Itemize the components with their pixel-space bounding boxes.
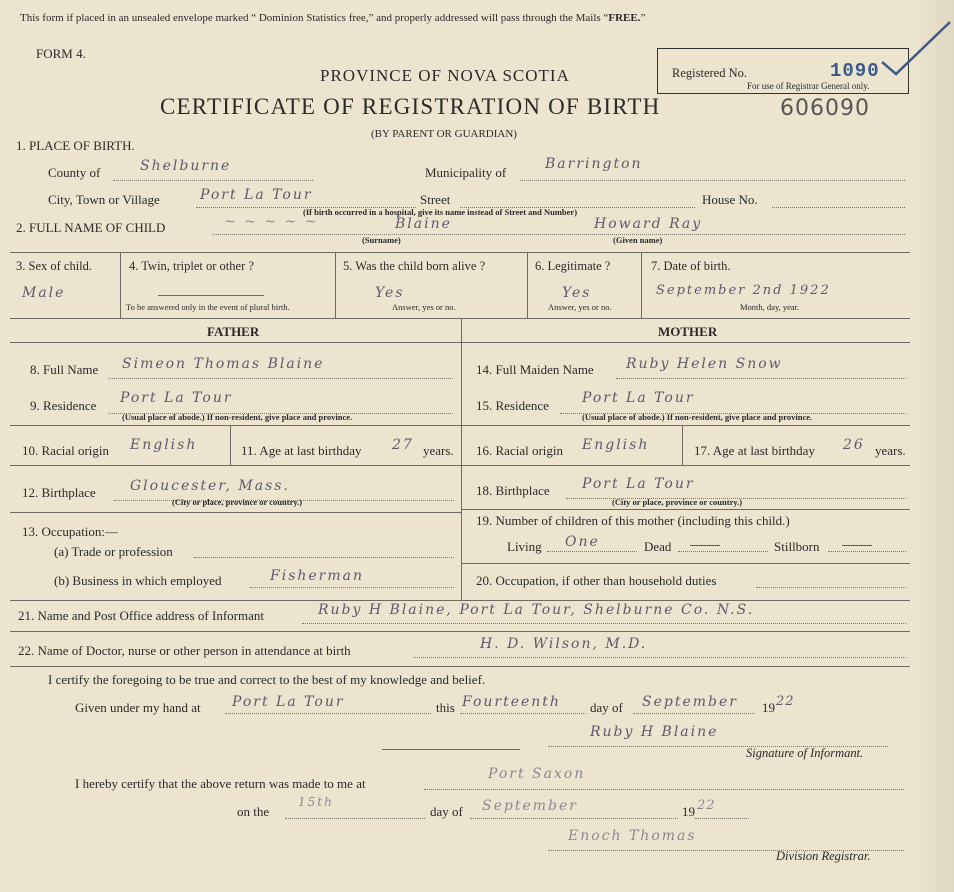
legitimate-value: Yes	[562, 285, 592, 301]
mailing-notice-text: This form if placed in an unsealed envelope marked “ Dominion Statistics free,” and properly addressed will pass through the Mails “	[20, 12, 609, 24]
dead-label: Dead	[644, 539, 672, 554]
date-note: Month, day, year.	[740, 302, 800, 312]
municipality-value: Barrington	[545, 156, 643, 172]
twin-label: 4. Twin, triplet or other ?	[129, 259, 254, 273]
handwritten-number: 606090	[780, 96, 870, 121]
mother-racial-label: 16. Racial origin	[476, 443, 564, 458]
registrar-note: For use of Registrar General only.	[747, 81, 870, 91]
alive-note: Answer, yes or no.	[392, 302, 456, 312]
father-name-value: Simeon Thomas Blaine	[122, 356, 325, 372]
living-value: One	[565, 534, 600, 550]
registrar-signature: Enoch Thomas	[568, 828, 697, 844]
child-name-label: 2. FULL NAME OF CHILD	[16, 220, 166, 235]
date-value: September 2nd 1922	[656, 283, 831, 298]
mailing-notice-free: FREE.	[608, 12, 641, 24]
children-label: 19. Number of children of this mother (including this child.)	[476, 513, 790, 528]
father-birthplace-value: Gloucester, Mass.	[130, 478, 290, 494]
mother-age-label: 17. Age at last birthday	[694, 443, 815, 458]
mother-age-value: 26	[843, 437, 865, 453]
father-residence-note: (Usual place of abode.) If non-resident, give place and province.	[122, 412, 353, 422]
year-value: 22	[776, 694, 795, 709]
mother-residence-label: 15. Residence	[476, 398, 549, 413]
living-label: Living	[507, 539, 542, 554]
mother-name-value: Ruby Helen Snow	[626, 356, 783, 372]
return-text: I hereby certify that the above return was made to me at	[75, 776, 366, 791]
father-age-label: 11. Age at last birthday	[241, 443, 362, 458]
father-age-suffix: years.	[423, 443, 454, 458]
municipality-label: Municipality of	[425, 165, 507, 180]
stillborn-label: Stillborn	[774, 539, 820, 554]
month2-value: September	[482, 798, 578, 814]
business-value: Fisherman	[270, 568, 365, 584]
informant-label: 21. Name and Post Office address of Informant	[18, 608, 264, 623]
occupation-label: 13. Occupation:—	[22, 524, 119, 539]
mother-birthplace-note: (City or place, province or country.)	[612, 497, 743, 507]
father-age-value: 27	[392, 437, 414, 453]
legitimate-label: 6. Legitimate ?	[535, 259, 611, 273]
registrar-caption: Division Registrar.	[776, 849, 871, 863]
on-day-value: 15th	[298, 795, 334, 809]
mother-residence-note: (Usual place of abode.) If non-resident, give place and province.	[582, 412, 813, 422]
mother-occupation-label: 20. Occupation, if other than household duties	[476, 573, 717, 588]
on-the-label: on the	[237, 804, 270, 819]
father-birthplace-note: (City or place, province or country.)	[172, 497, 303, 507]
mother-age-suffix: years.	[875, 443, 906, 458]
twin-note: To be answered only in the event of plural birth.	[126, 302, 290, 312]
doctor-label: 22. Name of Doctor, nurse or other person in attendance at birth	[18, 643, 351, 658]
county-value: Shelburne	[140, 158, 232, 174]
paper-edge	[912, 0, 954, 892]
father-birthplace-label: 12. Birthplace	[22, 485, 96, 500]
street-note: (If birth occurred in a hospital, give its name instead of Street and Number)	[303, 207, 578, 217]
day-of-label: day of	[590, 700, 623, 715]
year2-value: 22	[697, 798, 716, 813]
sex-label: 3. Sex of child.	[16, 259, 93, 273]
province-title: PROVINCE OF NOVA SCOTIA	[320, 66, 570, 85]
day-value: Fourteenth	[462, 694, 561, 710]
father-racial-value: English	[130, 437, 198, 453]
mother-racial-value: English	[582, 437, 650, 453]
trade-label: (a) Trade or profession	[54, 544, 173, 559]
registered-label: Registered No.	[672, 66, 747, 80]
father-name-label: 8. Full Name	[30, 362, 99, 377]
given-place-value: Port La Tour	[232, 694, 345, 710]
mother-name-label: 14. Full Maiden Name	[476, 362, 594, 377]
child-given-value: Howard Ray	[594, 216, 703, 232]
child-surname-erased: ~ ~ ~ ~ ~	[224, 214, 319, 230]
city-label: City, Town or Village	[48, 192, 160, 207]
mother-birthplace-value: Port La Tour	[582, 476, 695, 492]
day-of2-label: day of	[430, 804, 463, 819]
business-label: (b) Business in which employed	[54, 573, 222, 588]
mother-birthplace-label: 18. Birthplace	[476, 483, 550, 498]
date-label: 7. Date of birth.	[651, 259, 731, 273]
city-value: Port La Tour	[200, 187, 313, 203]
given-caption: (Given name)	[613, 235, 663, 245]
legitimate-note: Answer, yes or no.	[548, 302, 612, 312]
house-label: House No.	[702, 192, 758, 207]
father-residence-label: 9. Residence	[30, 398, 97, 413]
sex-value: Male	[22, 285, 66, 301]
county-label: County of	[48, 165, 101, 180]
surname-caption: (Surname)	[362, 235, 401, 245]
given-under-label: Given under my hand at	[75, 700, 201, 715]
return-place-value: Port Saxon	[488, 766, 586, 782]
child-surname-value: Blaine	[395, 216, 452, 232]
certificate-title: CERTIFICATE OF REGISTRATION OF BIRTH	[160, 94, 661, 119]
informant-value: Ruby H Blaine, Port La Tour, Shelburne Co. N.S.	[318, 602, 755, 618]
mother-heading: MOTHER	[658, 324, 718, 339]
registered-number: 1090	[830, 60, 880, 82]
certificate-subtitle: (BY PARENT OR GUARDIAN)	[371, 128, 517, 140]
street-label: Street	[420, 192, 451, 207]
year2-prefix: 19	[682, 804, 695, 819]
doctor-value: H. D. Wilson, M.D.	[480, 636, 648, 652]
place-of-birth-heading: 1. PLACE OF BIRTH.	[16, 138, 135, 153]
informant-signature: Ruby H Blaine	[590, 724, 719, 740]
father-residence-value: Port La Tour	[120, 390, 233, 406]
form-label: FORM 4.	[36, 46, 86, 61]
year-prefix: 19	[762, 700, 775, 715]
informant-signature-caption: Signature of Informant.	[746, 746, 864, 760]
alive-value: Yes	[375, 285, 405, 301]
mailing-notice-end: ”	[640, 12, 646, 24]
alive-label: 5. Was the child born alive ?	[343, 259, 486, 273]
mailing-notice	[20, 12, 645, 24]
this-label: this	[436, 700, 455, 715]
mother-residence-value: Port La Tour	[582, 390, 695, 406]
month-value: September	[642, 694, 738, 710]
certify-text: I certify the foregoing to be true and correct to the best of my knowledge and belief.	[48, 672, 486, 687]
father-heading: FATHER	[207, 324, 260, 339]
father-racial-label: 10. Racial origin	[22, 443, 110, 458]
